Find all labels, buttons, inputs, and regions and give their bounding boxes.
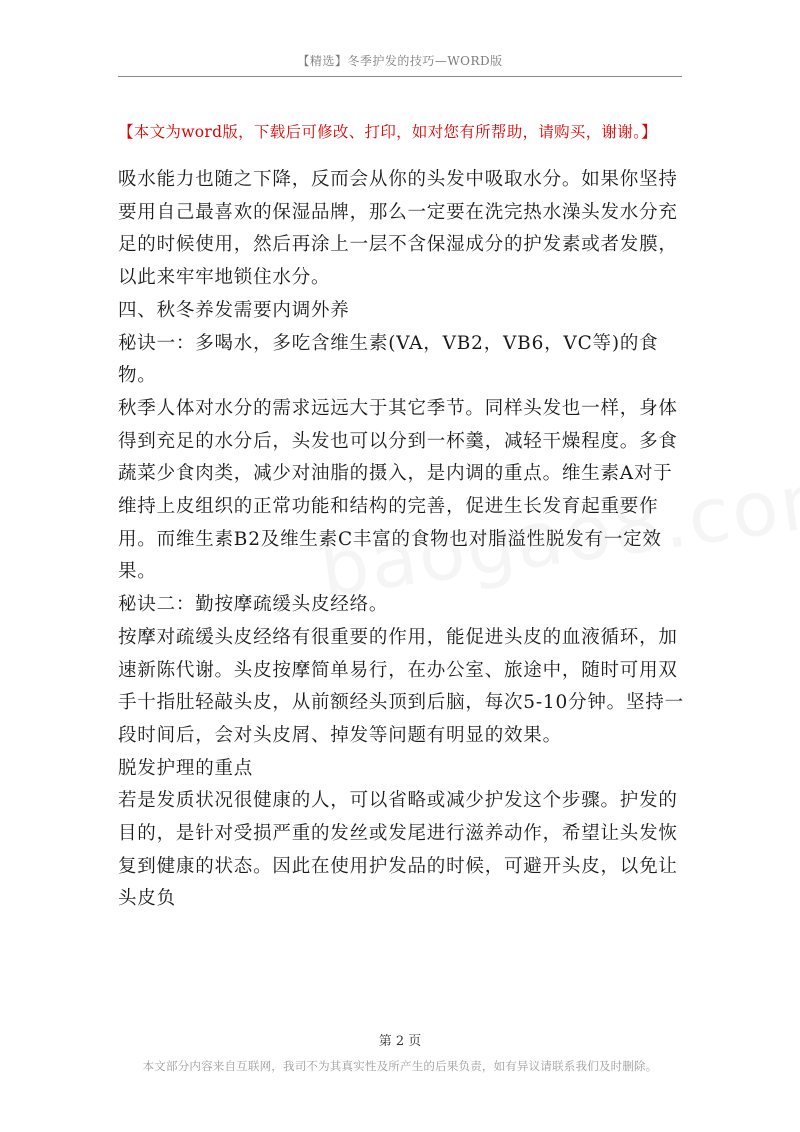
page-header-title: 【精选】冬季护发的技巧—WORD版 (297, 54, 503, 68)
tip-two-heading: 秘诀二：勤按摩疏缓头皮经络。 (118, 594, 389, 616)
section-heading-autumn-winter: 四、秋冬养发需要内调外养 (118, 299, 350, 321)
paragraph-water-absorption: 吸水能力也随之下降，反而会从你的头发中吸取水分。如果你坚持要用自己最喜欢的保湿品牌，那么一定要在洗完热水澡头发水分充足的时候使用，然后再涂上一层不含保湿成分的护发素或者发膜，以此来牢牢地锁住水分。 (118, 169, 678, 289)
header-divider (118, 76, 682, 77)
paragraph-scalp-massage: 按摩对疏缓头皮经络有很重要的作用，能促进头皮的血液循环，加速新陈代谢。头皮按摩简单易行，在办公室、旅途中，随时可用双手十指肚轻敲头皮，从前额经头顶到后脑，每次5-10分钟。坚持一段时间后，会对头皮屑、掉发等问题有明显的效果。 (118, 626, 684, 746)
body-text (118, 164, 688, 916)
paragraph-hydration: 秋季人体对水分的需求远远大于其它季节。同样头发也一样，身体得到充足的水分后，头发也可以分到一杯羹，减轻干燥程度。多食蔬菜少食肉类，减少对油脂的摄入，是内调的重点。维生素A对于维持上皮组织的正常功能和结构的完善，促进生长发育起重要作用。而维生素B2及维生素C丰富的食物也对脂溢性脱发有一定效果。 (118, 397, 678, 583)
footer-disclaimer: 本文部分内容来自互联网，我司不为其真实性及所产生的后果负责，如有异议请联系我们及时删除。 (142, 1059, 658, 1073)
page-number: 第 2 页 (378, 1034, 422, 1049)
section-heading-hair-loss-care: 脱发护理的重点 (118, 757, 254, 779)
paragraph-hair-care: 若是发质状况很健康的人，可以省略或减少护发这个步骤。护发的目的，是针对受损严重的发丝或发尾进行滋养动作，希望让头发恢复到健康的状态。因此在使用护发品的时候，可避开头皮，以免让头皮负 (118, 790, 678, 910)
tip-one-heading: 秘诀一：多喝水，多吃含维生素(VA，VB2，VB6，VC等)的食物。 (118, 332, 659, 387)
editable-notice: 【本文为word版，下载后可修改、打印，如对您有所帮助，请购买，谢谢。】 (118, 123, 657, 141)
